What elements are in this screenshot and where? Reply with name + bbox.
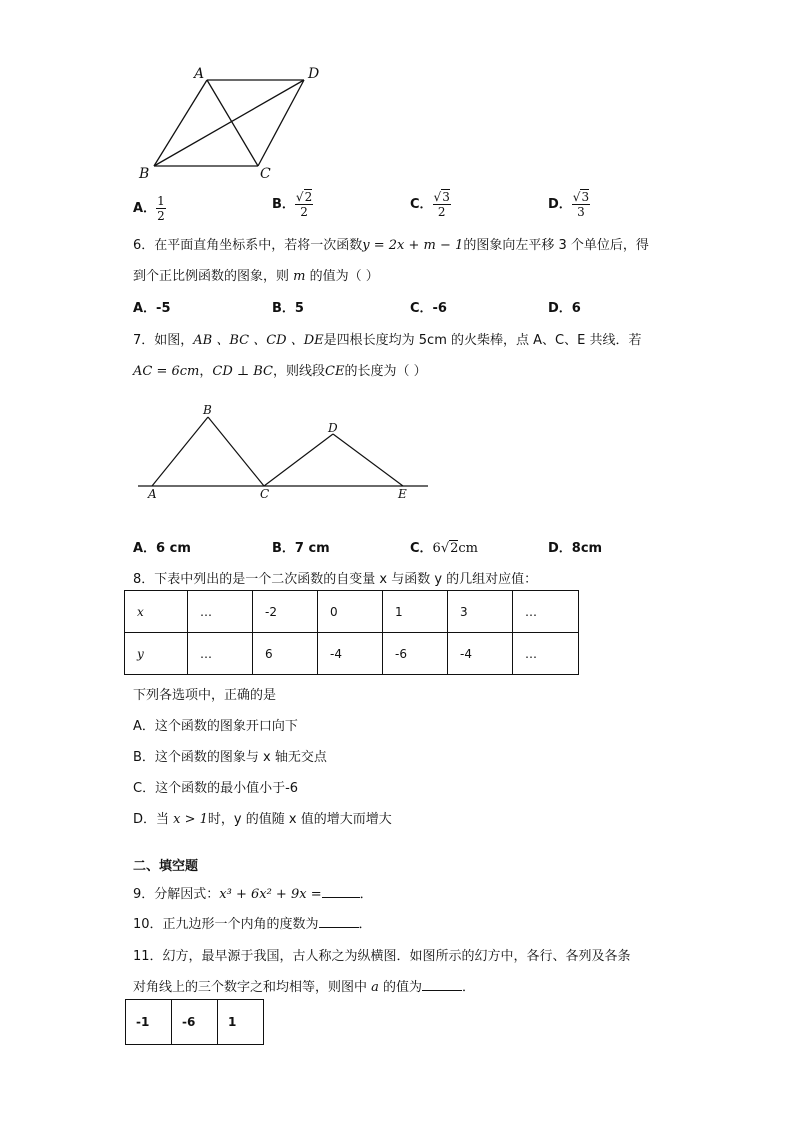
diagonal-ac [207, 80, 258, 166]
label-a: A [194, 66, 205, 82]
q6-option-b: B．5 [272, 301, 304, 316]
q6-line1: 6．在平面直角坐标系中，若将一次函数y = 2x + m − 1的图象向左平移 3 个单位后，得 [133, 238, 649, 253]
q8-option-c: C．这个函数的最小值小于-6 [133, 781, 299, 796]
side-ba [154, 80, 207, 166]
table-cell: 6 [253, 633, 318, 675]
table-cell: -6 [172, 1000, 218, 1045]
q7-option-b: B．7 cm [272, 541, 330, 556]
table-cell: -1 [126, 1000, 172, 1045]
table-cell: 0 [318, 591, 383, 633]
q8-row-x [125, 591, 579, 633]
table-cell: … [188, 591, 253, 633]
q7-option-d: D．8cm [548, 541, 603, 556]
q8-option-b: B．这个函数的图象与 x 轴无交点 [133, 750, 327, 765]
table-row [126, 1000, 264, 1045]
label-c: C [260, 166, 271, 182]
q6-option-c: C．-6 [410, 301, 447, 316]
q11-line1: 11．幻方，最早源于我国，古人称之为纵横图．如图所示的幻方中，各行、各列及各条 [133, 949, 631, 964]
q5-option-b: B． $\frac{√2}{2}$ [272, 190, 313, 219]
table-cell: 3 [448, 591, 513, 633]
table-cell: -6 [383, 633, 448, 675]
q9-line: 9．分解因式：x³ + 6x² + 9x = ． [133, 887, 373, 902]
q8-intro: 8．下表中列出的是一个二次函数的自变量 x 与函数 y 的几组对应值： [133, 572, 538, 587]
q8-option-d: D．当 x > 1时，y 的值随 x 值的增大而增大 [133, 812, 392, 827]
q6-line2: 到个正比例函数的图象，则 m 的值为（ ） [133, 269, 379, 284]
q8-question: 下列各选项中，正确的是 [133, 688, 277, 703]
stick-bc [208, 417, 264, 486]
answer-blank[interactable] [322, 897, 360, 898]
q7-option-c: C．6√2cm [410, 541, 479, 556]
q8-row-y [125, 633, 579, 675]
table-cell: x [125, 591, 188, 633]
answer-blank[interactable] [422, 990, 462, 991]
table-cell: -2 [253, 591, 318, 633]
label-e2: E [398, 487, 407, 501]
q5-option-a: A． $\frac{1}{2}$ [133, 194, 165, 223]
q8-option-a: A．这个函数的图象开口向下 [133, 719, 298, 734]
label-d: D [308, 66, 320, 82]
stick-de [333, 434, 403, 486]
matchstick-figure [135, 400, 435, 505]
label-b2: B [203, 403, 212, 417]
q7-option-a: A．6 cm [133, 541, 191, 556]
section-title: 二、填空题 [133, 859, 199, 874]
stick-cd [264, 434, 333, 486]
q7-line1: 7．如图，AB 、BC 、CD 、DE是四根长度均为 5cm 的火柴棒，点 A、C、E 共线．若 [133, 333, 642, 348]
answer-blank[interactable] [319, 927, 359, 928]
q10-line: 10．正九边形一个内角的度数为 ． [133, 917, 372, 932]
table-cell: 1 [218, 1000, 264, 1045]
q8-table [124, 590, 579, 675]
q6-option-a: A．-5 [133, 301, 171, 316]
q6-option-d: D．6 [548, 301, 581, 316]
table-cell: … [513, 633, 579, 675]
q7-line2: AC = 6cm，CD ⊥ BC，则线段CE的长度为（ ） [133, 364, 427, 379]
q5-option-d: D． $\frac{√3}{3}$ [548, 190, 590, 219]
table-cell: 1 [383, 591, 448, 633]
stick-ab [152, 417, 208, 486]
table-cell: -4 [318, 633, 383, 675]
table-cell: … [188, 633, 253, 675]
table-cell: y [125, 633, 188, 675]
label-d2: D [328, 421, 338, 435]
table-cell: -4 [448, 633, 513, 675]
parallelogram-figure [130, 60, 330, 185]
label-a2: A [148, 487, 157, 501]
table-cell: … [513, 591, 579, 633]
q11-line2: 对角线上的三个数字之和均相等，则图中 a 的值为 ． [133, 980, 476, 995]
q5-option-c: C． $\frac{√3}{2}$ [410, 190, 450, 219]
label-b: B [139, 166, 150, 182]
magic-square-table [125, 999, 264, 1045]
label-c2: C [260, 487, 270, 501]
